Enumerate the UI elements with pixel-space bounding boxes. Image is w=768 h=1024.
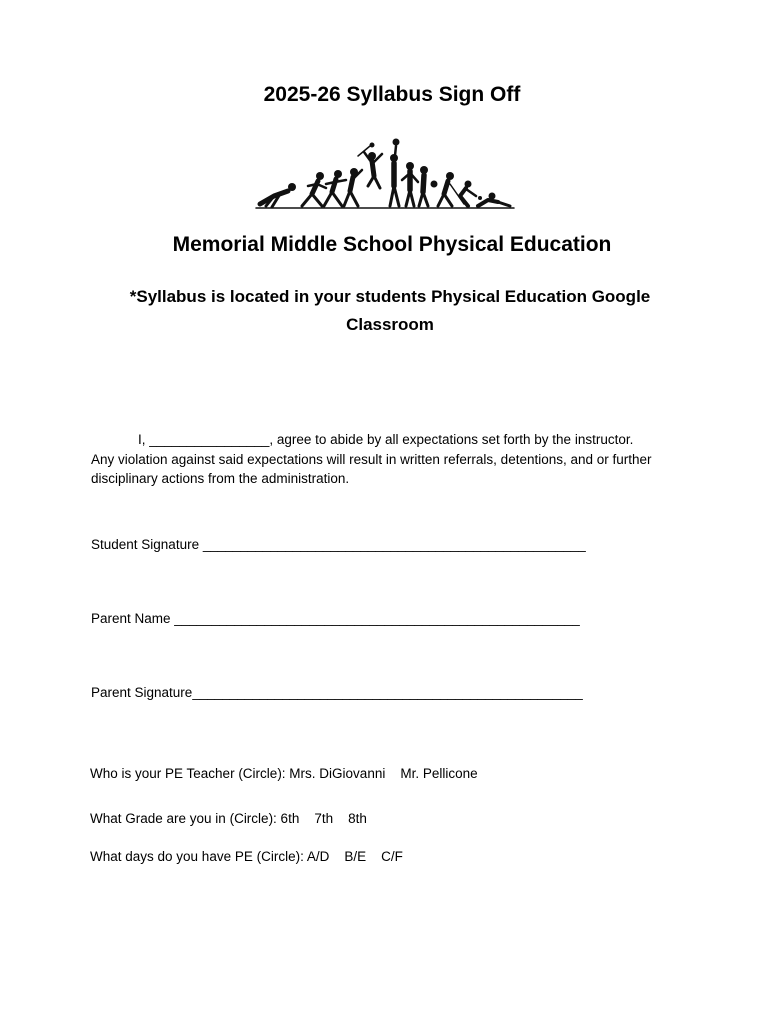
school-name-heading: Memorial Middle School Physical Education [172,233,612,256]
agreement-line-1: I, ________________, agree to abide by all expectations set forth by the instructor. [138,432,634,447]
teacher-question [90,766,478,781]
agreement-line-2: Any violation against said expectations will result in written referrals, detentions, and or further [91,452,652,467]
days-option-be: B/E [344,849,367,864]
sports-silhouettes-icon [254,136,516,212]
grade-question [90,811,367,826]
grade-question-prompt: What Grade are you in (Circle): 6th [90,811,300,826]
days-option-cf: C/F [381,849,403,864]
parent-signature-line: Parent Signature____________________________________________________ [91,685,583,700]
page-title: 2025-26 Syllabus Sign Off [263,83,521,106]
agreement-line-3: disciplinary actions from the administration. [91,471,350,486]
syllabus-location-note: *Syllabus is located in your students Physical Education Google Classroom [129,287,651,334]
student-signature-line: Student Signature ___________________________________________________ [91,537,586,552]
pe-days-question-prompt: What days do you have PE (Circle): A/D [90,849,330,864]
pe-days-question [90,849,403,864]
grade-option-8th: 8th [348,811,367,826]
grade-option-7th: 7th [314,811,334,826]
teacher-question-prompt: Who is your PE Teacher (Circle): Mrs. DiGiovanni [90,766,386,781]
parent-name-line: Parent Name ______________________________________________________ [91,611,580,626]
teacher-option-pellicone: Mr. Pellicone [400,766,478,781]
